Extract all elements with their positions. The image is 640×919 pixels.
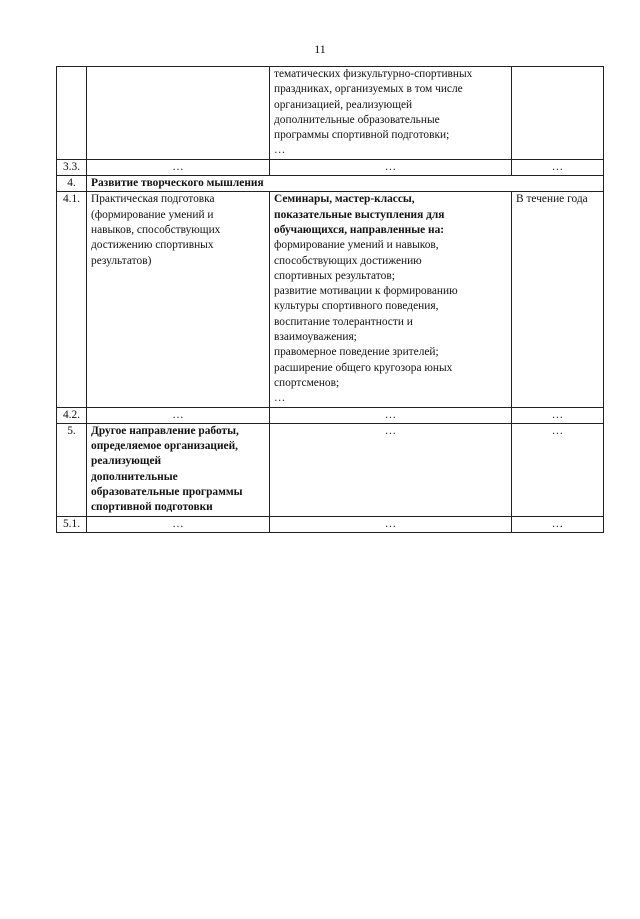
deadline-cell: В течение года xyxy=(512,192,604,407)
activity-content-ellipsis: … xyxy=(270,423,512,516)
content-line: правомерное поведение зрителей; xyxy=(274,346,439,359)
activity-name-ellipsis: … xyxy=(87,516,270,532)
table-row-4-2 xyxy=(57,407,604,423)
content-ellipsis: … xyxy=(274,392,286,405)
section-title: Развитие творческого мышления xyxy=(87,176,604,192)
activity-content-cell xyxy=(270,67,512,160)
activity-name-ellipsis: … xyxy=(87,159,270,175)
activity-content-ellipsis: … xyxy=(270,159,512,175)
content-line: формирование умений и навыков, xyxy=(274,239,439,252)
deadline-ellipsis: … xyxy=(512,407,604,423)
name-bold-line: спортивной подготовки xyxy=(91,501,213,514)
deadline-cell xyxy=(512,67,604,160)
name-line: достижению спортивных xyxy=(91,239,214,252)
content-line: праздниках, организуемых в том числе xyxy=(274,83,463,96)
table-row-5-1 xyxy=(57,516,604,532)
name-bold-line: дополнительные xyxy=(91,470,178,483)
name-line: навыков, способствующих xyxy=(91,223,221,236)
activity-content-ellipsis: … xyxy=(270,516,512,532)
table-row-continuation xyxy=(57,67,604,160)
content-line: спортсменов; xyxy=(274,376,340,389)
name-line: (формирование умений и xyxy=(91,208,214,221)
content-line: спортивных результатов; xyxy=(274,269,395,282)
row-number: 5.1. xyxy=(57,516,87,532)
content-line: программы спортивной подготовки; xyxy=(274,129,450,142)
table-row-section-4 xyxy=(57,176,604,192)
table-row-4-1 xyxy=(57,192,604,407)
content-line: способствующих достижению xyxy=(274,254,422,267)
content-line: развитие мотивации к формированию xyxy=(274,285,458,298)
row-number: 4.1. xyxy=(57,192,87,407)
content-line: взаимоуважения; xyxy=(274,331,357,344)
row-number: 3.3. xyxy=(57,159,87,175)
content-line: расширение общего кругозора юных xyxy=(274,361,453,374)
activity-content-ellipsis: … xyxy=(270,407,512,423)
activity-content-cell xyxy=(270,192,512,407)
content-line: дополнительные образовательные xyxy=(274,113,440,126)
name-line: Практическая подготовка xyxy=(91,193,215,206)
row-number: 4.2. xyxy=(57,407,87,423)
name-line: результатов) xyxy=(91,254,152,267)
table-row-3-3 xyxy=(57,159,604,175)
content-line: культуры спортивного поведения, xyxy=(274,300,439,313)
activity-name-ellipsis: … xyxy=(87,407,270,423)
name-bold-line: реализующей xyxy=(91,455,162,468)
section-number: 5. xyxy=(57,423,87,516)
section-number: 4. xyxy=(57,176,87,192)
name-bold-line: образовательные программы xyxy=(91,486,243,499)
content-bold-line: обучающихся, направленные на: xyxy=(274,223,445,236)
table-row-section-5 xyxy=(57,423,604,516)
content-line: организацией, реализующей xyxy=(274,98,413,111)
deadline-ellipsis: … xyxy=(512,159,604,175)
row-number-cell xyxy=(57,67,87,160)
deadline-ellipsis: … xyxy=(512,516,604,532)
content-line: тематических физкультурно-спортивных xyxy=(274,68,473,80)
content-bold-line: Семинары, мастер-классы, xyxy=(274,193,415,206)
deadline-ellipsis: … xyxy=(512,423,604,516)
content-ellipsis: … xyxy=(274,144,286,157)
content-bold-line: показательные выступления для xyxy=(274,208,445,221)
activity-name-cell xyxy=(87,67,270,160)
activity-name-cell xyxy=(87,423,270,516)
page-number: 11 xyxy=(314,42,326,56)
name-bold-line: Другое направление работы, xyxy=(91,424,239,437)
content-line: воспитание толерантности и xyxy=(274,315,413,328)
name-bold-line: определяемое организацией, xyxy=(91,440,239,453)
plan-table xyxy=(56,66,604,533)
activity-name-cell xyxy=(87,192,270,407)
